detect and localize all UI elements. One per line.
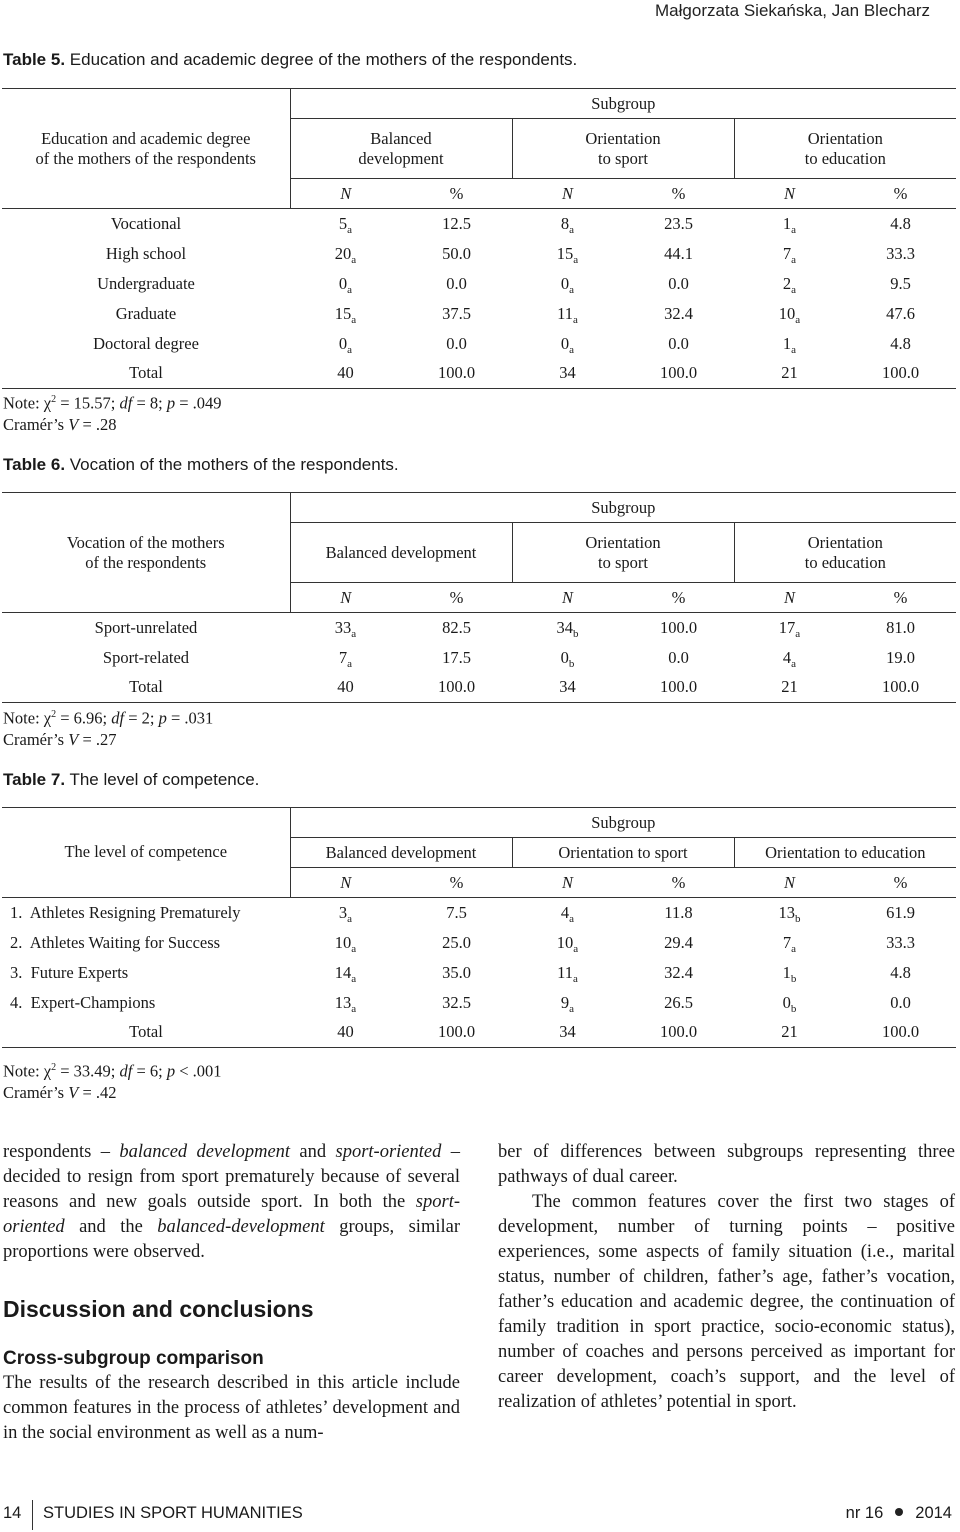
stat-label-row [2, 583, 956, 613]
row-label: Graduate [115, 303, 177, 323]
bullet-icon [895, 1508, 903, 1516]
n-header: N [734, 179, 845, 209]
count-cell: $17_a$ [778, 617, 801, 640]
percent-cell: 0.0 [446, 273, 467, 293]
table-row [2, 359, 956, 389]
subscript: a [795, 313, 801, 326]
note-line: Note: $\chi^2 = 15.57$; df = 8; p = .049 [3, 393, 222, 413]
row-label: Total [2, 359, 290, 389]
row-label: 2. Athletes Waiting for Success [10, 932, 221, 952]
row-label: Sport-unrelated [94, 617, 198, 637]
pct-header: % [401, 179, 512, 209]
count-cell: 40 [290, 1018, 401, 1048]
note-line: Cramér’s V = .42 [3, 1082, 117, 1102]
row-label: 3. Future Experts [10, 962, 129, 982]
row-label: 1. Athletes Resigning Prematurely [10, 902, 241, 922]
percent-cell: 100.0 [659, 617, 698, 637]
percent-cell: 11.8 [664, 902, 693, 922]
subscript: b [790, 1002, 797, 1015]
group-header-line: to sport [598, 148, 648, 168]
paragraph: ber of differences between subgroups representing three pathways of dual career. [498, 1142, 955, 1187]
pct-header: % [623, 868, 734, 898]
n-header: N [290, 868, 401, 898]
subscript: a [351, 313, 357, 326]
percent-cell: 7.5 [446, 902, 467, 922]
table6-caption: Table 6. Vocation of the mothers of the respondents. [3, 455, 399, 474]
subgroup-header: Subgroup [290, 493, 956, 523]
percent-cell: 61.9 [886, 902, 915, 922]
v-label: V [68, 729, 79, 749]
count-cell: $7_a$ [338, 647, 353, 670]
subgroup-header: Subgroup [290, 89, 956, 119]
row-label: Vocational [110, 213, 182, 233]
percent-cell: 0.0 [668, 333, 689, 353]
subscript: a [795, 627, 801, 640]
percent-cell: 17.5 [442, 647, 471, 667]
table-row [2, 1018, 956, 1048]
count-cell: 40 [290, 359, 401, 389]
table-row [2, 643, 956, 673]
subscript: a [791, 343, 797, 356]
group-header [512, 119, 734, 179]
table-row [2, 958, 956, 988]
count-cell: 34 [512, 359, 623, 389]
count-cell: $33_a$ [334, 617, 357, 640]
row-label: Sport-related [102, 647, 190, 667]
percent-cell: 100.0 [623, 1018, 734, 1048]
percent-cell: 35.0 [442, 962, 471, 982]
pct-header: % [845, 583, 956, 613]
count-cell: $0_a$ [560, 333, 575, 356]
percent-cell: 4.8 [890, 333, 911, 353]
row-label: Doctoral degree [93, 333, 199, 353]
percent-cell: 32.5 [442, 992, 471, 1012]
blank-cell [2, 179, 290, 209]
header-row [2, 808, 956, 838]
count-cell: $1_a$ [782, 333, 797, 356]
blank-cell [2, 868, 290, 898]
group-header-line: Orientation [585, 128, 661, 148]
percent-cell: 100.0 [623, 359, 734, 389]
percent-cell: 50.0 [442, 243, 471, 263]
footer-right [846, 1504, 952, 1523]
group-header-line: to sport [598, 552, 648, 572]
count-cell: $8_a$ [560, 213, 575, 236]
subscript: b [573, 627, 579, 640]
running-head: Małgorzata Siekańska, Jan Blecharz [655, 1, 930, 20]
subscript: a [573, 942, 579, 955]
group-header-line: Orientation [807, 128, 883, 148]
p-label: p [158, 708, 167, 728]
p-label: p [166, 393, 176, 413]
subscript: a [569, 912, 575, 925]
percent-cell: 37.5 [442, 303, 471, 323]
percent-cell: 0.0 [668, 273, 689, 293]
percent-cell: 4.8 [890, 962, 911, 982]
table-row [2, 988, 956, 1018]
count-cell: $10_a$ [778, 303, 801, 326]
stat-label-row [2, 868, 956, 898]
percent-cell: 25.0 [442, 932, 471, 952]
subscript: a [791, 253, 797, 266]
percent-cell: 29.4 [664, 932, 693, 952]
group-header [290, 119, 512, 179]
subscript: a [347, 343, 353, 356]
count-cell: $0_a$ [560, 273, 575, 296]
count-cell: $15_a$ [556, 243, 579, 266]
count-cell: 40 [290, 673, 401, 703]
n-header: N [734, 583, 845, 613]
count-cell: $10_a$ [556, 932, 579, 955]
group-header-line: Orientation [585, 532, 661, 552]
subscript: a [573, 253, 579, 266]
row-label: 4. Expert-Champions [10, 992, 156, 1012]
pct-header: % [845, 868, 956, 898]
count-cell: 21 [734, 1018, 845, 1048]
percent-cell: 0.0 [668, 647, 689, 667]
pct-header: % [623, 179, 734, 209]
group-header-line: to education [804, 148, 886, 168]
count-cell: $2_a$ [782, 273, 797, 296]
table7 [2, 807, 956, 1048]
blank-cell [2, 583, 290, 613]
subscript: a [791, 223, 797, 236]
percent-cell: 12.5 [442, 213, 471, 233]
subscript: b [790, 972, 797, 985]
count-cell: 21 [734, 359, 845, 389]
row-label: Total [2, 1018, 290, 1048]
percent-cell: 26.5 [664, 992, 693, 1012]
percent-cell: 100.0 [845, 359, 956, 389]
percent-cell: 47.6 [886, 303, 915, 323]
subscript: a [347, 912, 353, 925]
table5 [2, 88, 956, 389]
group-header-line: Orientation [807, 532, 883, 552]
page-number: 14 [3, 1504, 22, 1522]
subscript: a [791, 657, 797, 670]
count-cell: $13_b$ [778, 902, 801, 925]
row-header [2, 808, 290, 868]
count-cell: $1_a$ [782, 213, 797, 236]
count-cell: $14_a$ [334, 962, 357, 985]
subscript: b [568, 657, 575, 670]
issue-number: nr 16 [845, 1504, 884, 1522]
row-header [2, 493, 290, 583]
group-header [290, 838, 512, 868]
table-row [2, 613, 956, 643]
row-label: Undergraduate [97, 273, 195, 293]
group-header [734, 838, 956, 868]
p-label: p [166, 1061, 176, 1081]
subscript: a [569, 343, 575, 356]
count-cell: $5_a$ [338, 213, 353, 236]
subscript: a [347, 283, 353, 296]
subsection-heading: Cross-subgroup comparison [3, 1348, 264, 1369]
n-header: N [512, 179, 623, 209]
count-cell: $11_a$ [557, 303, 578, 326]
stat-label-row [2, 179, 956, 209]
group-header [734, 523, 956, 583]
row-header-line: The level of competence [64, 841, 228, 861]
footer-left [3, 1504, 303, 1523]
count-cell: $4_a$ [560, 902, 575, 925]
emphasis: sport-oriented [3, 1192, 460, 1237]
pct-header: % [401, 868, 512, 898]
percent-cell: 100.0 [401, 1018, 512, 1048]
table7-note [3, 1057, 222, 1103]
table-row [2, 239, 956, 269]
pct-header: % [845, 179, 956, 209]
table-row [2, 209, 956, 239]
subscript: a [569, 223, 575, 236]
df-label: df [111, 708, 125, 728]
table7-caption: Table 7. The level of competence. [3, 770, 260, 789]
table-row [2, 269, 956, 299]
count-cell: $0_a$ [338, 333, 353, 356]
group-header-line: Orientation to sport [558, 842, 688, 862]
percent-cell: 44.1 [664, 243, 693, 263]
header-row [2, 89, 956, 119]
percent-cell: 81.0 [886, 617, 915, 637]
body-column-left [3, 1140, 460, 1446]
count-cell: $7_a$ [782, 932, 797, 955]
n-header: N [512, 583, 623, 613]
superscript: 2 [51, 394, 57, 405]
table5-note [3, 389, 222, 435]
note-line: Note: $\chi^2 = 33.49$; df = 6; p < .001 [3, 1061, 222, 1081]
subscript: a [347, 223, 353, 236]
percent-cell: 100.0 [401, 359, 512, 389]
group-header-line: Balanced development [325, 542, 477, 562]
percent-cell: 32.4 [664, 303, 693, 323]
row-header-line: Vocation of the mothers [66, 532, 225, 552]
row-header-line: Education and academic degree [41, 128, 251, 148]
group-header-line: Balanced [370, 128, 432, 148]
percent-cell: 4.8 [890, 213, 911, 233]
percent-cell: 0.0 [446, 333, 467, 353]
subscript: a [347, 657, 353, 670]
note-line: Cramér’s V = .27 [3, 729, 117, 749]
count-cell: $20_a$ [334, 243, 357, 266]
percent-cell: 19.0 [886, 647, 915, 667]
count-cell: $4_a$ [782, 647, 797, 670]
paragraph: The common features cover the first two stages of development, number of turning points – positive experiences, some aspects of family situation (i.e., marital status, number of children, father’s age, father’s vocation, father’s education and academic degree, the continuation of family tradition in sport practice, socio-economic status), number of coaches and persons perceived as important for career development, coach’s support, and the level of realization of athletes’ potential in sport. [498, 1192, 955, 1412]
group-header-line: to education [804, 552, 886, 572]
n-header: N [734, 868, 845, 898]
table6-note [3, 704, 213, 750]
group-header [734, 119, 956, 179]
year: 2014 [915, 1504, 952, 1522]
count-cell: $0_b$ [560, 647, 575, 670]
pct-header: % [401, 583, 512, 613]
table-row [2, 329, 956, 359]
subscript: a [573, 313, 578, 326]
count-cell: $7_a$ [782, 243, 797, 266]
percent-cell: 23.5 [664, 213, 693, 233]
count-cell: $9_a$ [560, 992, 575, 1015]
count-cell: $3_a$ [338, 902, 353, 925]
section-heading: Discussion and conclusions [3, 1296, 314, 1322]
subscript: a [351, 627, 357, 640]
pct-header: % [623, 583, 734, 613]
subscript: a [569, 1002, 575, 1015]
n-header: N [290, 179, 401, 209]
subscript: b [795, 912, 801, 925]
subgroup-header: Subgroup [290, 808, 956, 838]
subscript: a [791, 942, 797, 955]
group-header-line: development [358, 148, 444, 168]
table-row [2, 898, 956, 928]
journal-title: STUDIES IN SPORT HUMANITIES [43, 1504, 303, 1522]
subscript: a [351, 942, 357, 955]
group-header [512, 838, 734, 868]
v-label: V [68, 414, 79, 434]
percent-cell: 100.0 [623, 673, 734, 703]
superscript: 2 [51, 709, 57, 720]
percent-cell: 33.3 [886, 932, 915, 952]
n-header: N [512, 868, 623, 898]
group-header [290, 523, 512, 583]
subscript: a [351, 972, 357, 985]
count-cell: 21 [734, 673, 845, 703]
group-header-line: Balanced development [325, 842, 477, 862]
row-label: Total [2, 673, 290, 703]
percent-cell: 0.0 [890, 992, 911, 1012]
subscript: a [569, 283, 575, 296]
paragraph: respondents – balanced development and sport-oriented – decided to resign from sport prematurely because of several reasons and new goals outside sport. In both the sport-oriented and the balanced-development groups, similar proportions were observed. [3, 1142, 460, 1262]
v-label: V [68, 1082, 79, 1102]
percent-cell: 32.4 [664, 962, 693, 982]
superscript: 2 [51, 1062, 57, 1073]
count-cell: $1_b$ [782, 962, 797, 985]
percent-cell: 33.3 [886, 243, 915, 263]
percent-cell: 9.5 [890, 273, 911, 293]
group-header [512, 523, 734, 583]
count-cell: 34 [512, 673, 623, 703]
group-header-line: Orientation to education [765, 842, 926, 862]
header-row [2, 493, 956, 523]
subscript: a [791, 283, 797, 296]
table6 [2, 492, 956, 703]
table5-caption: Table 5. Education and academic degree of the mothers of the respondents. [3, 50, 578, 69]
percent-cell: 100.0 [845, 673, 956, 703]
count-cell: $0_a$ [338, 273, 353, 296]
emphasis: balanced-development [157, 1217, 325, 1237]
df-label: df [119, 1061, 133, 1081]
row-label: High school [105, 243, 187, 263]
row-header-line: of the respondents [85, 552, 207, 572]
percent-cell: 100.0 [845, 1018, 956, 1048]
subscript: a [573, 972, 578, 985]
count-cell: $0_b$ [782, 992, 797, 1015]
row-header-line: of the mothers of the respondents [35, 148, 256, 168]
percent-cell: 82.5 [442, 617, 471, 637]
body-column-right [498, 1140, 955, 1415]
count-cell: $11_a$ [557, 962, 578, 985]
emphasis: sport-oriented [335, 1142, 442, 1162]
paragraph: The results of the research described in this article include common features in the process of athletes’ development and in the social environment as well as a num- [3, 1373, 460, 1443]
table-row [2, 928, 956, 958]
count-cell: $34_b$ [556, 617, 579, 640]
subscript: a [351, 1002, 357, 1015]
note-line: Cramér’s V = .28 [3, 414, 117, 434]
percent-cell: 100.0 [401, 673, 512, 703]
emphasis: balanced development [119, 1142, 291, 1162]
row-header [2, 89, 290, 179]
subscript: a [351, 253, 357, 266]
count-cell: $13_a$ [334, 992, 357, 1015]
count-cell: $15_a$ [334, 303, 357, 326]
n-header: N [290, 583, 401, 613]
df-label: df [119, 393, 133, 413]
note-line: Note: $\chi^2 = 6.96$; df = 2; p = .031 [3, 708, 214, 728]
count-cell: 34 [512, 1018, 623, 1048]
count-cell: $10_a$ [334, 932, 357, 955]
table-row [2, 673, 956, 703]
table-row [2, 299, 956, 329]
